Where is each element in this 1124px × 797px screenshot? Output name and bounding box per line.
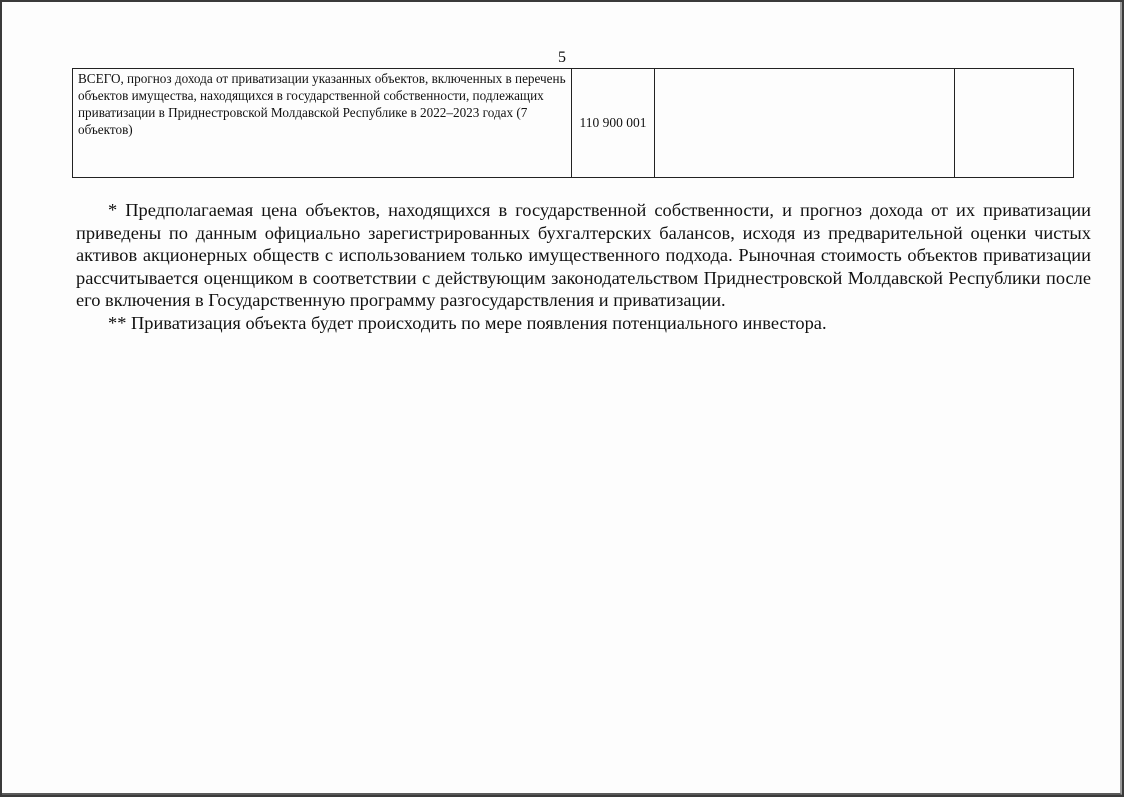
table-row-total [73, 69, 1074, 178]
footnote-price-estimate: * Предполагаемая цена объектов, находящихся в государственной собственности, и прогноз дохода от их приватизации приведены по данным официально зарегистрированных бухгалтерских балансов, исходя из предварительной оценки чистых активов акционерных обществ с использованием только имущественного подхода. Рыночная стоимость объектов приватизации рассчитывается оценщиком в соответствии с действующим законодательством Приднестровской Молдавской Республики после его включения в Государственную программу разгосударствления и приватизации. [76, 200, 1091, 310]
total-amount-cell: 110 900 001 [572, 69, 655, 178]
empty-cell-col4 [955, 69, 1074, 178]
document-page [2, 2, 1122, 795]
footnote-investor: ** Приватизация объекта будет происходить по мере появления потенциального инвестора. [108, 312, 827, 333]
total-description-cell: ВСЕГО, прогноз дохода от приватизации указанных объектов, включенных в перечень объектов имущества, находящихся в государственной собственности, подлежащих приватизации в Приднестровской Молдавской Республике в 2022–2023 годах (7 объектов) [73, 69, 572, 178]
privatization-total-table [72, 68, 1074, 178]
empty-cell-col3 [655, 69, 955, 178]
page-number: 5 [558, 49, 566, 66]
footnotes [76, 199, 1091, 334]
